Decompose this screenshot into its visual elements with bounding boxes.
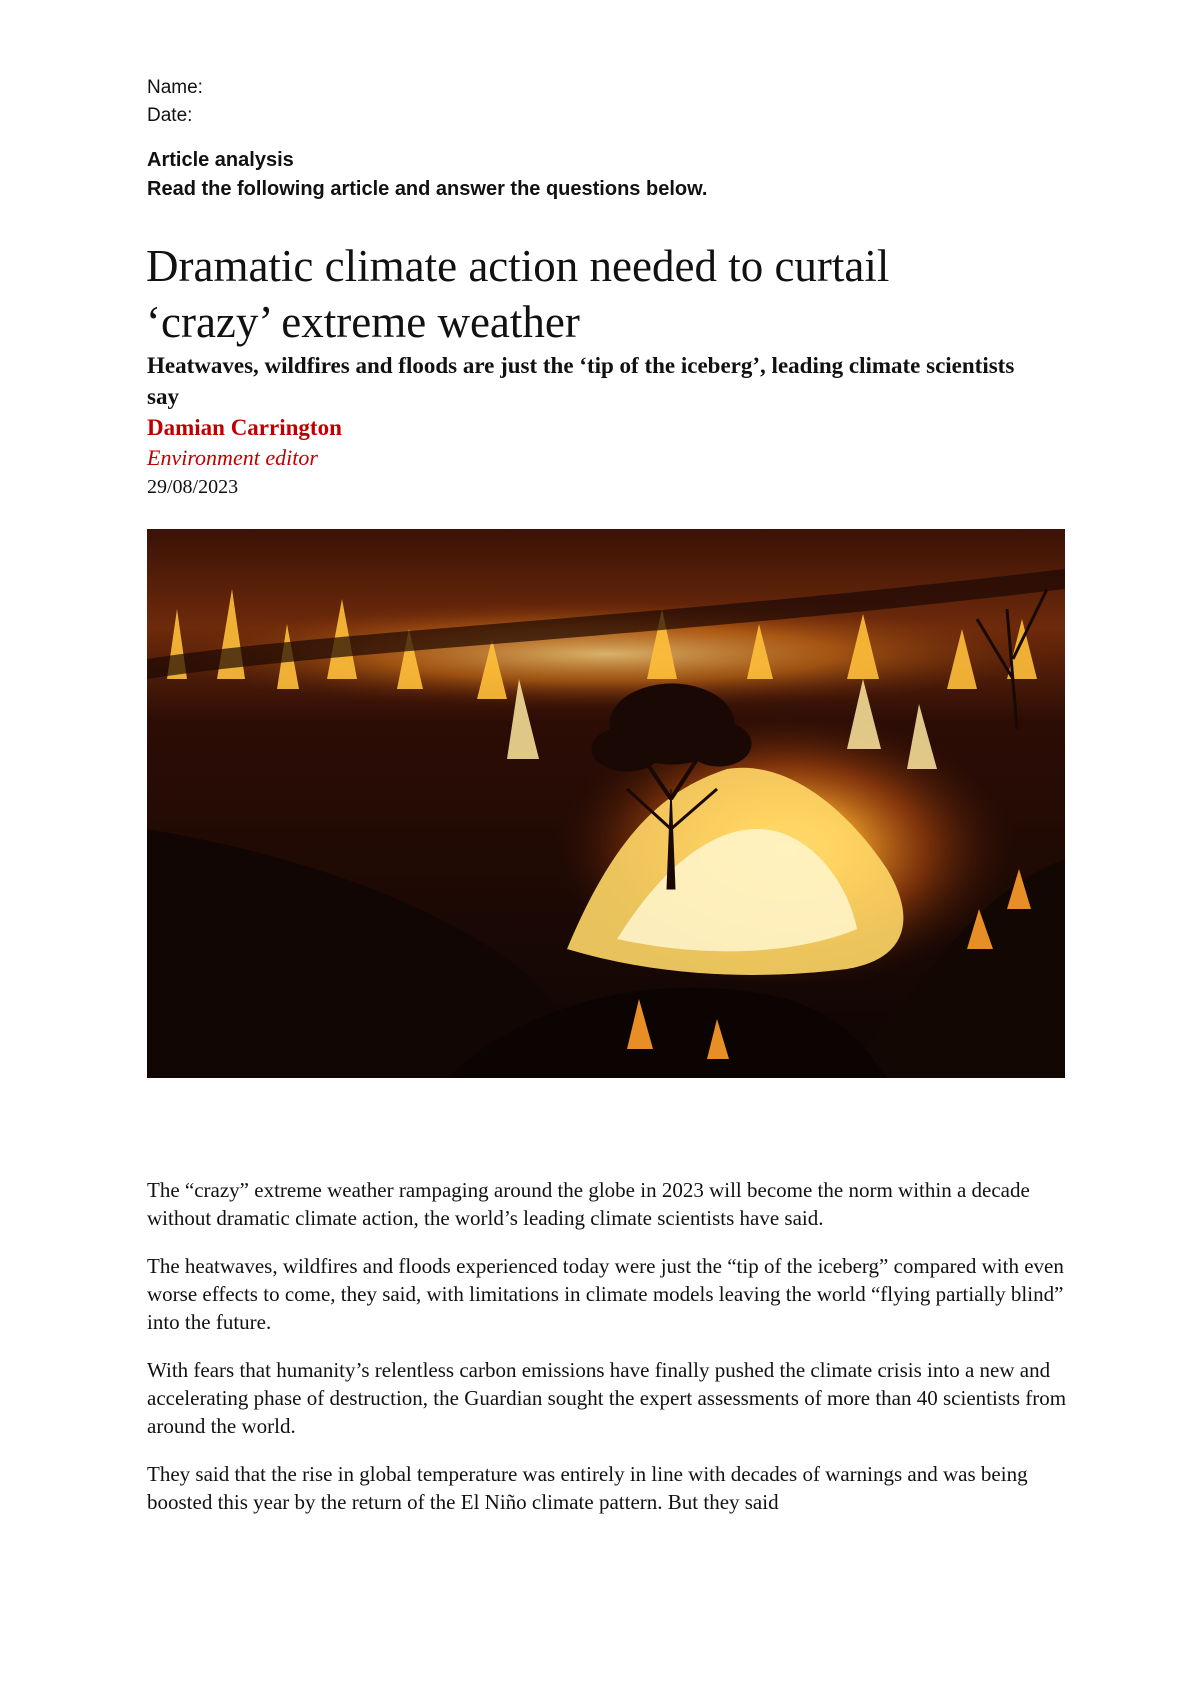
- article-paragraph: With fears that humanity’s relentless carbon emissions have finally pushed the climate crisis into a new and accelerating phase of destruction, the Guardian sought the expert assessments of more than 40 scientists from around the world.: [147, 1358, 1067, 1438]
- wildfire-illustration: [147, 529, 1065, 1078]
- headline-line-1: Dramatic climate action needed to curtail: [146, 241, 890, 291]
- wildfire-photo: [147, 529, 1065, 1078]
- article-body: [147, 1176, 1067, 1536]
- headline-line-2: ‘crazy’ extreme weather: [146, 297, 580, 347]
- article-paragraph: The “crazy” extreme weather rampaging around the globe in 2023 will become the norm within a decade without dramatic climate action, the world’s leading climate scientists have said.: [147, 1178, 1030, 1230]
- instructions: [147, 146, 707, 204]
- article-date: 29/08/2023: [147, 476, 239, 498]
- instructions-title: Article analysis: [147, 149, 294, 171]
- worksheet-header: [147, 74, 203, 130]
- article-paragraph: The heatwaves, wildfires and floods experienced today were just the “tip of the iceberg” compared with even worse effects to come, they said, with limitations in climate models leaving the world “flying partially blind” into the future.: [147, 1254, 1064, 1334]
- instructions-text: Read the following article and answer the questions below.: [147, 178, 708, 200]
- article-standfirst: Heatwaves, wildfires and floods are just the ‘tip of the iceberg’, leading climate scientists say: [147, 353, 1015, 409]
- article-paragraph: They said that the rise in global temperature was entirely in line with decades of warnings and was being boosted this year by the return of the El Niño climate pattern. But they said: [147, 1462, 1028, 1514]
- name-label: Name:: [147, 77, 203, 98]
- article-headline: [146, 238, 1106, 350]
- author-name: Damian Carrington: [147, 415, 342, 440]
- date-label: Date:: [147, 105, 193, 126]
- author-role: Environment editor: [147, 445, 318, 470]
